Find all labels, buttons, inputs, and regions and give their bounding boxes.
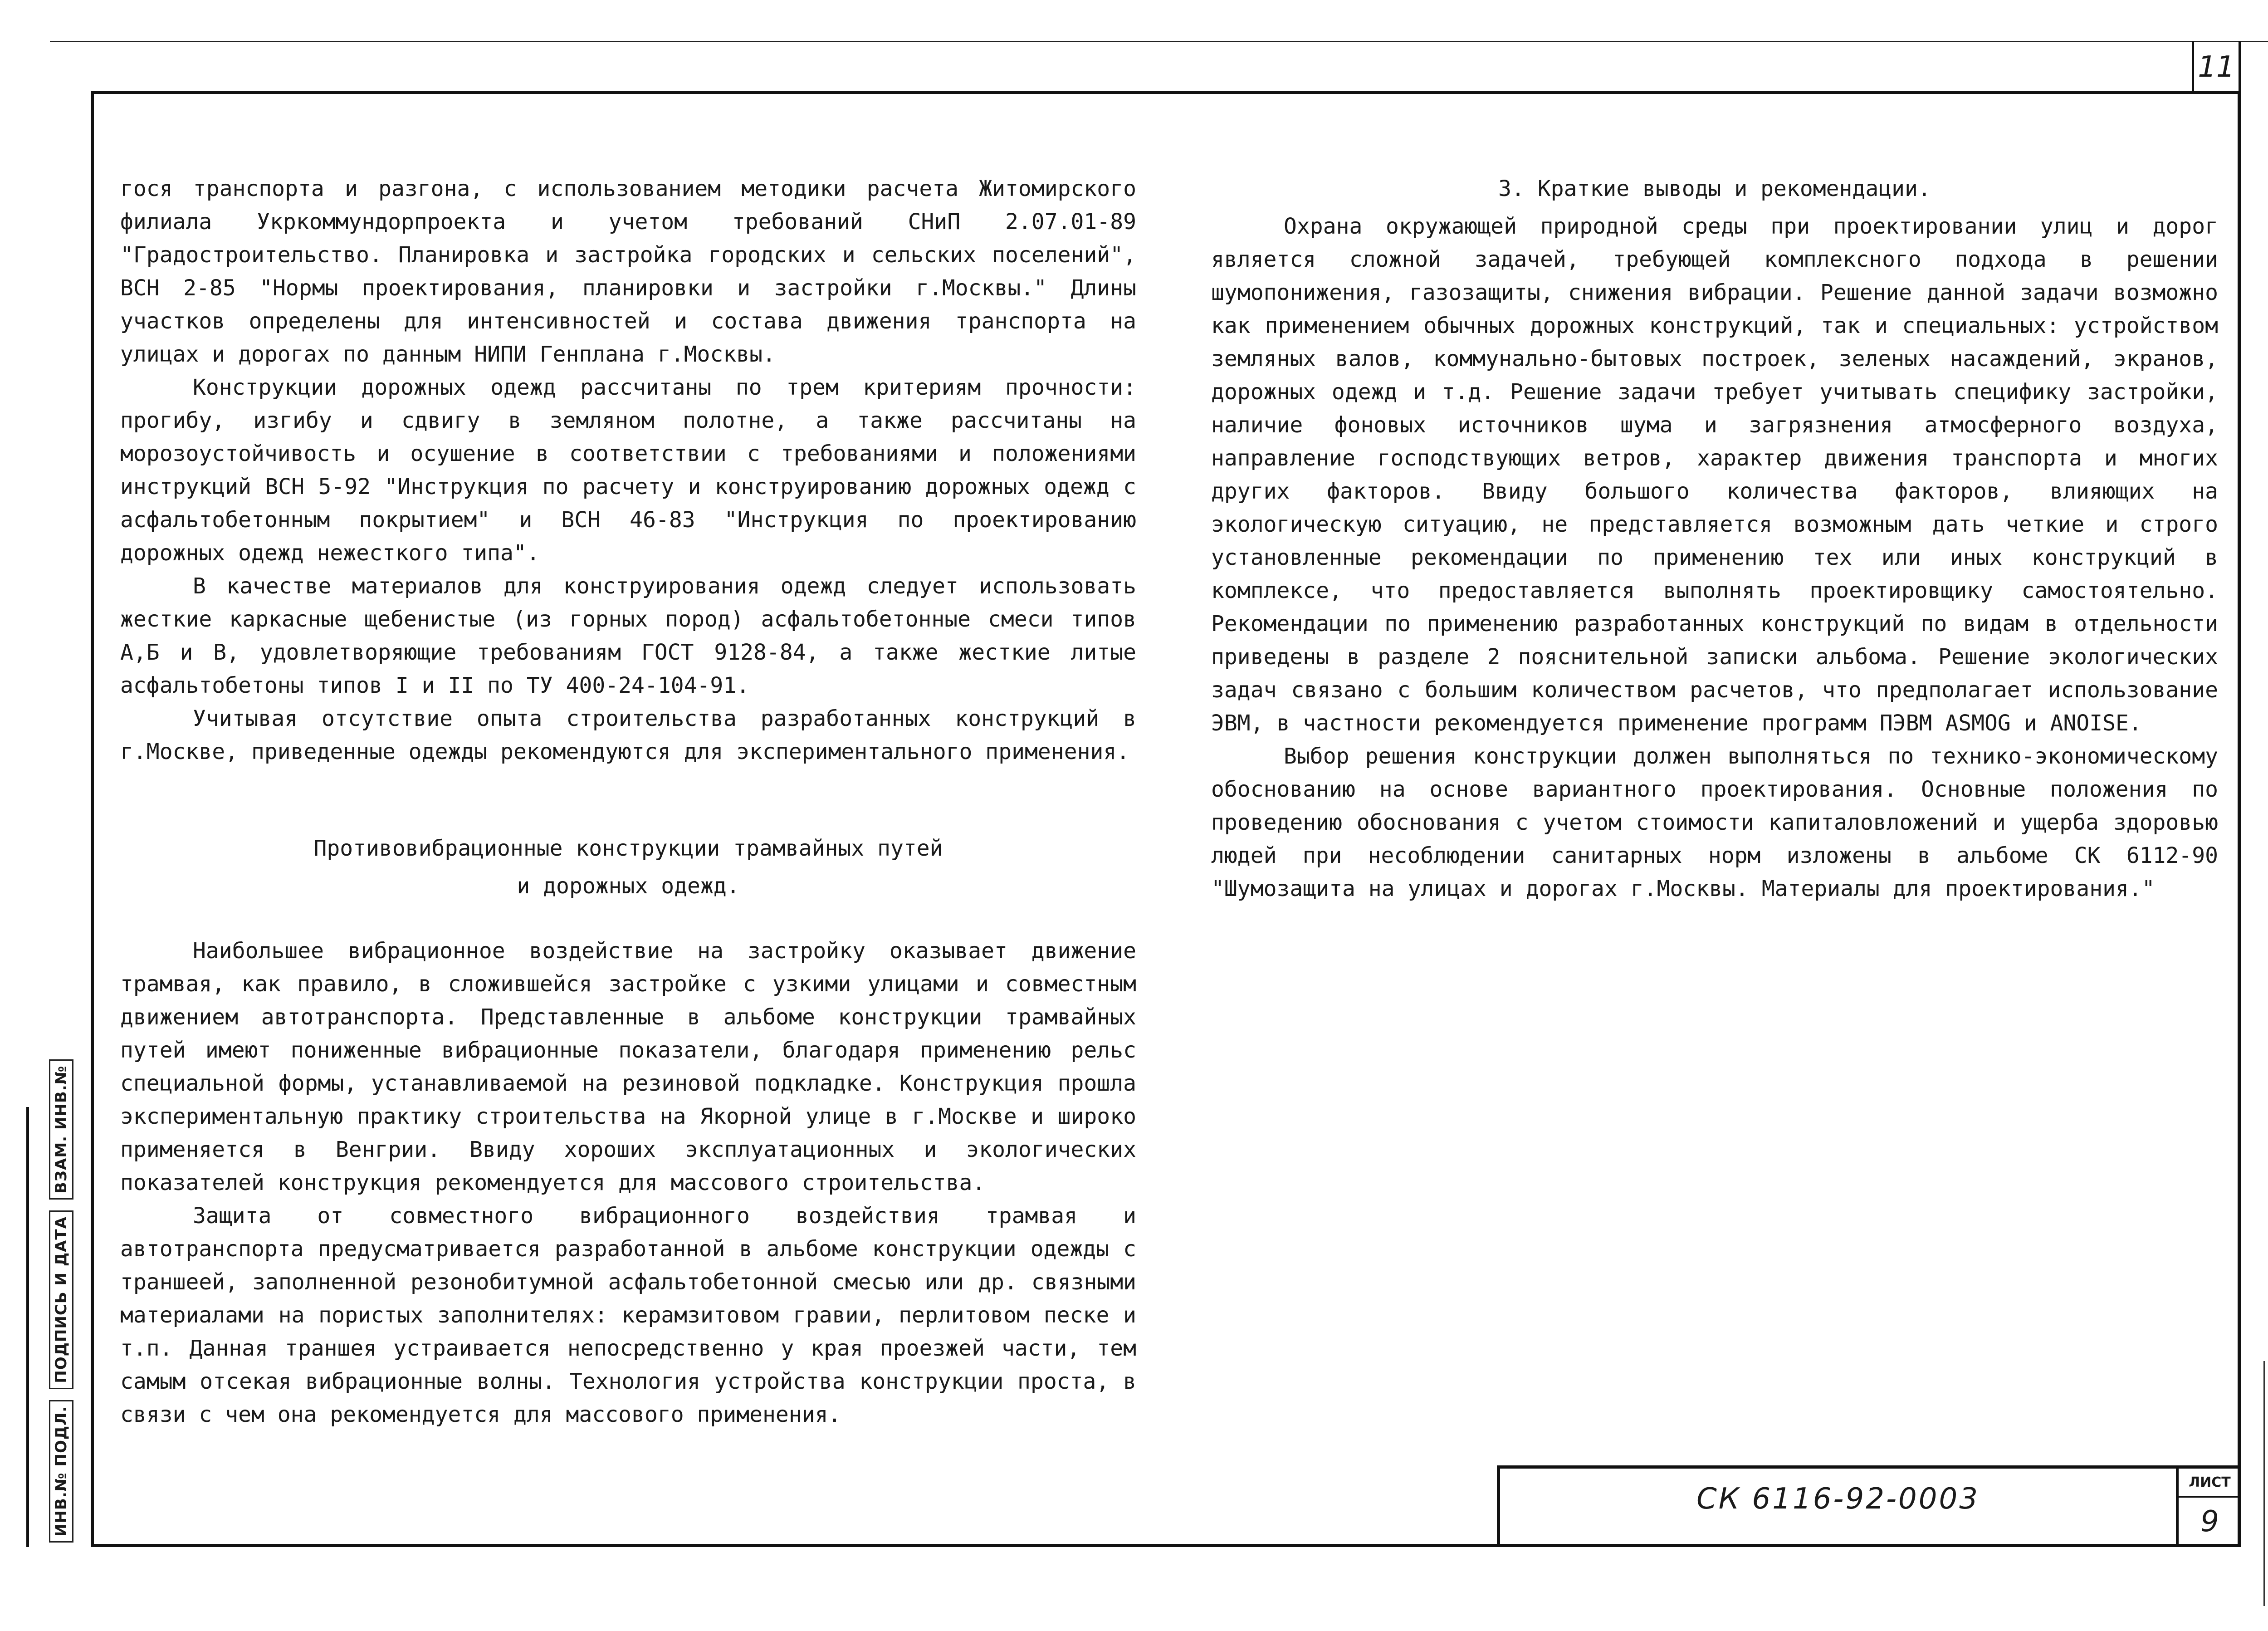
left-stamp-rule: [26, 1107, 29, 1547]
side-stamp-cell: ИНВ.№ ПОДЛ.: [49, 1400, 73, 1543]
paragraph: В качестве материалов для конструирования одежд следует использовать жесткие каркасные щебенистые (из горных пород) асфальтобетонные смеси типов А,Б и В, удовлетворяющие требованиям ГОСТ 9128-84, а также жесткие литые асфальтобетоны типов I и II по ТУ 400-24-104-91.: [120, 573, 1136, 698]
section-heading-line1: Противовибрационные конструкции трамвайных путей: [313, 836, 943, 861]
right-column: [1211, 172, 2218, 906]
side-stamp-cell: ВЗАМ. ИНВ.№: [49, 1059, 73, 1200]
paragraph: Охрана окружающей природной среды при проектировании улиц и дорог является сложной задачей, требующей комплексного подхода в решении шумопонижения, газозащиты, снижения вибрации. Решение данной задачи возможно как применением обычных дорожных конструкций, так и специальных: устройством земляных валов, коммунально-бытовых построек, зеленых насаждений, экранов, дорожных одежд и т.д. Решение задачи требует учитывать специфику застройки, наличие фоновых источников шума и загрязнения атмосферного воздуха, направление господствующих ветров, характер движения транспорта и многих других факторов. Ввиду большого количества факторов, влияющих на экологическую ситуацию, не представляется возможным дать четкие и строго установленные рекомендации по применению тех или иных конструкций в комплексе, что предоставляется выполнять проектировщику самостоятельно. Рекомендации по применению разработанных конструкций по видам в отдельности приведены в разделе 2 пояснительной записки альбома. Решение экологических задач связано с большим количеством расчетов, что предполагает использование ЭВМ, в частности рекомендуется применение программ ПЭВМ ASMOG и ANOISE.: [1211, 214, 2218, 736]
paragraph: гося транспорта и разгона, с использованием методики расчета Житомирского филиала Укркоммундорпроекта и учетом требований СНиП 2.07.01-89 "Градостроительство. Планировка и застройка городских и сельских поселений", ВСН 2-85 "Нормы проектирования, планировки и застройки г.Москвы." Длины участков определены для интенсивностей и состава движения транспорта на улицах и дорогах по данным НИПИ Генплана г.Москвы.: [120, 176, 1136, 367]
paragraph: Конструкции дорожных одежд рассчитаны по трем критериям прочности: прогибу, изгибу и сдвигу в земляном полотне, а также рассчитаны на морозоустойчивость и осушение в соответствии с требованиями и положениями инструкций ВСН 5-92 "Инструкция по расчету и конструированию дорожных одежд с асфальтобетонным покрытием" и ВСН 46-83 "Инструкция по проектированию дорожных одежд нежесткого типа".: [120, 375, 1136, 566]
document-code: СК 6116-92-0003: [1696, 1482, 1980, 1516]
sheet-label: ЛИСТ: [2179, 1469, 2241, 1498]
page-corner-number: 11: [2192, 41, 2241, 93]
paragraph: Учитывая отсутствие опыта строительства разработанных конструкций в г.Москве, приведенные одежды рекомендуются для экспериментального применения.: [120, 706, 1136, 764]
paragraph: Защита от совместного вибрационного воздействия трамвая и автотранспорта предусматривается разработанной в альбоме конструкции одежды с траншеей, заполненной резонобитумной асфальтобетонной смесью или др. связными материалами на пористых заполнителях: керамзитовом гравии, перлитовом песке и т.п. Данная траншея устраивается непосредственно у края проезжей части, тем самым отсекая вибрационные волны. Технология устройства конструкции проста, в связи с чем она рекомендуется для массового применения.: [120, 1203, 1136, 1427]
paragraph: Выбор решения конструкции должен выполняться по технико-экономическому обоснованию на основе вариантного проектирования. Основные положения по проведению обоснования с учетом стоимости капиталовложений и ущерба здоровью людей при несоблюдении санитарных норм изложены в альбоме СК 6112-90 "Шумозащита на улицах и дорогах г.Москвы. Материалы для проектирования.": [1211, 744, 2218, 901]
right-margin-line: [2263, 1361, 2265, 1606]
side-stamp: [32, 1065, 91, 1543]
side-stamp-cell: ПОДПИСЬ И ДАТА: [49, 1210, 73, 1389]
paragraph: Наибольшее вибрационное воздействие на застройку оказывает движение трамвая, как правило, в сложившейся застройке с узкими улицами и совместным движением автотранспорта. Представленные в альбоме конструкции трамвайных путей имеют пониженные вибрационные показатели, благодаря применению рельс специальной формы, устанавливаемой на резиновой подкладке. Конструкция прошла экспериментальную практику строительства на Якорной улице в г.Москве и широко применяется в Венгрии. Ввиду хороших эксплуатационных и экологических показателей конструкция рекомендуется для массового строительства.: [120, 938, 1136, 1195]
section-heading-line2: и дорожных одежд.: [517, 873, 740, 899]
left-column: [120, 172, 1136, 1431]
sheet-number: 9: [2200, 1504, 2219, 1538]
sheet-cell: [2176, 1469, 2241, 1547]
top-rule: [50, 41, 2268, 42]
section-heading: 3. Краткие выводы и рекомендации.: [1498, 176, 1931, 201]
title-block: [1497, 1465, 2241, 1547]
